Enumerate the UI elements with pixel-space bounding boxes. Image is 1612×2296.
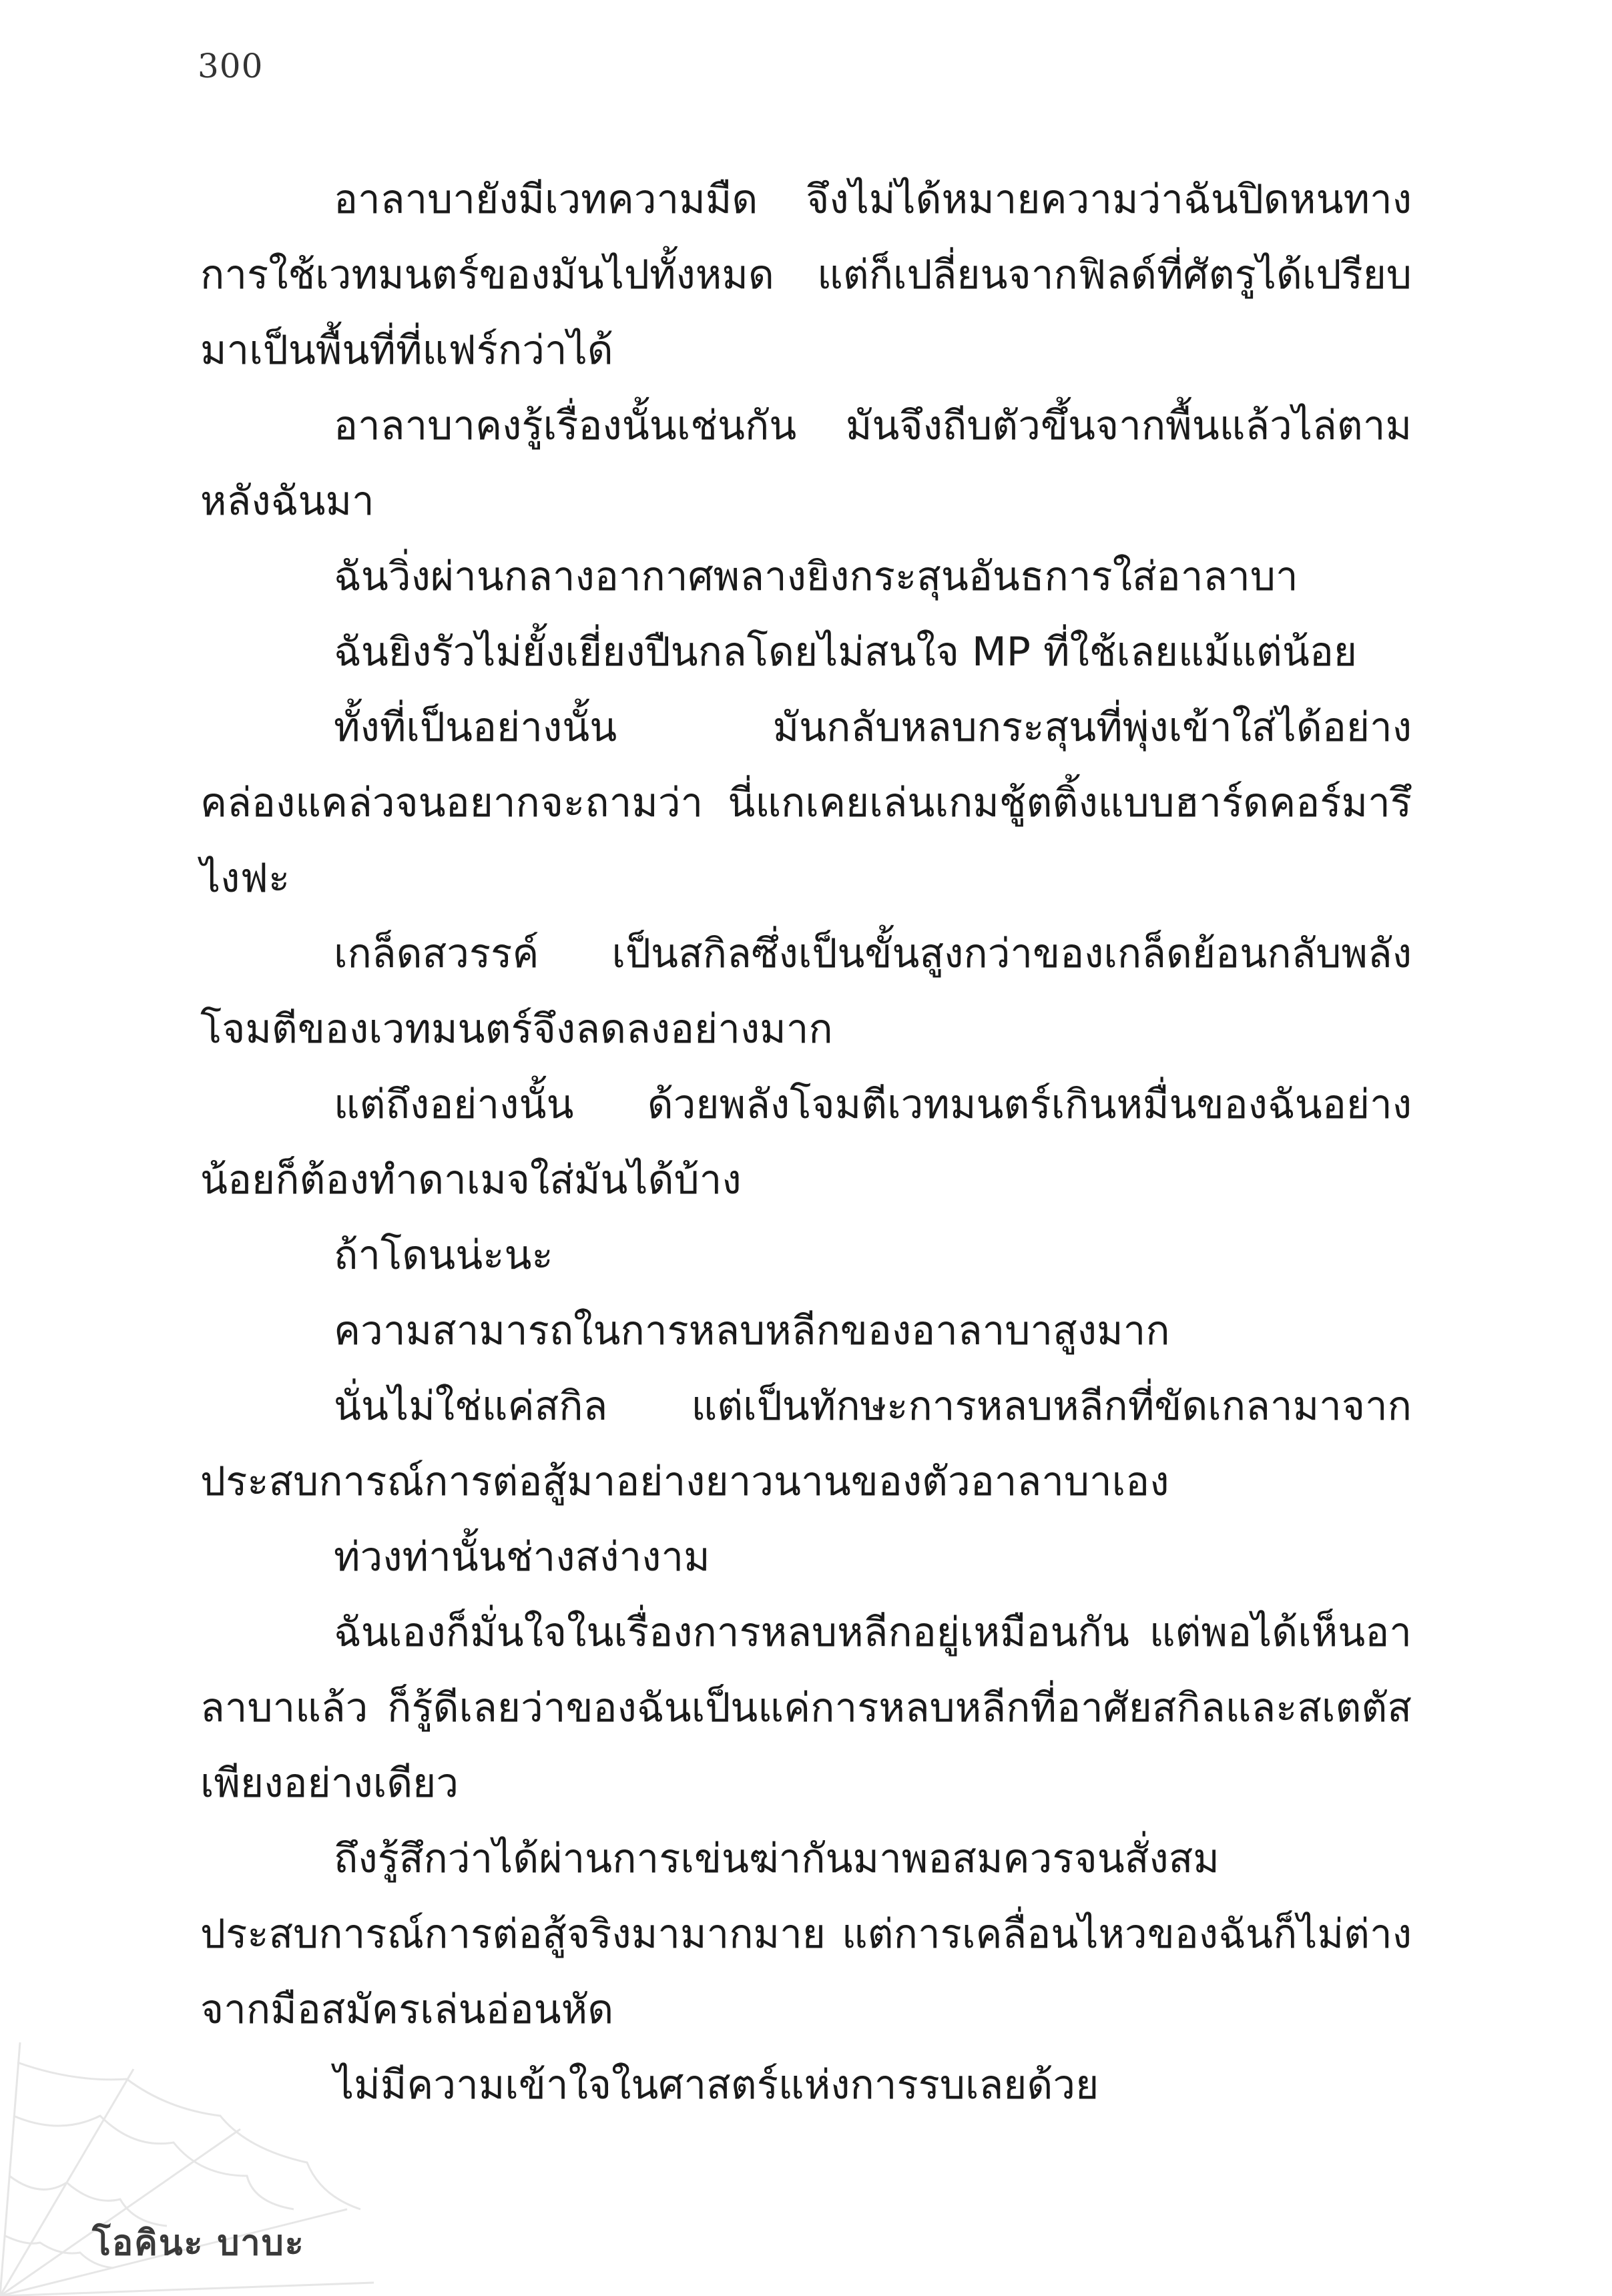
paragraph: ทั้งที่เป็นอย่างนั้น มันกลับหลบกระสุนที่พุ่งเข้าใส่ได้อย่างคล่องแคล่วจนอยากจะถามว่า นี่แกเคยเล่นเกมชู้ตติ้งแบบฮาร์ดคอร์มารึไงฟะ: [200, 704, 1412, 902]
footer-author: โอคินะ บาบะ: [92, 2223, 305, 2263]
body-text: [200, 162, 1412, 2123]
paragraph: แต่ถึงอย่างนั้น ด้วยพลังโจมตีเวทมนตร์เกินหมื่นของฉันอย่างน้อยก็ต้องทำดาเมจใส่มันได้บ้าง: [200, 1081, 1412, 1203]
paragraph: ฉันเองก็มั่นใจในเรื่องการหลบหลีกอยู่เหมือนกัน แต่พอได้เห็นอาลาบาแล้ว ก็รู้ดีเลยว่าของฉันเป็นแค่การหลบหลีกที่อาศัยสกิลและสเตตัสเพียงอย่างเดียว: [200, 1609, 1412, 1807]
paragraph: ท่วงท่านั้นช่างสง่างาม: [334, 1534, 710, 1581]
paragraph: อาลาบายังมีเวทความมืด จึงไม่ได้หมายความว่าฉันปิดหนทางการใช้เวทมนตร์ของมันไปทั้งหมด แต่ก็เปลี่ยนจากฟิลด์ที่ศัตรูได้เปรียบมาเป็นพื้นที่ที่แฟร์กว่าได้: [200, 176, 1412, 374]
paragraph: ฉันยิงรัวไม่ยั้งเยี่ยงปืนกลโดยไม่สนใจ MP ที่ใช้เลยแม้แต่น้อย: [334, 629, 1358, 675]
paragraph: ถ้าโดนน่ะนะ: [334, 1232, 553, 1279]
page-number: 300: [198, 47, 264, 85]
paragraph: ไม่มีความเข้าใจในศาสตร์แห่งการรบเลยด้วย: [334, 2062, 1099, 2108]
paragraph: ความสามารถในการหลบหลีกของอาลาบาสูงมาก: [334, 1308, 1170, 1354]
paragraph: ถึงรู้สึกว่าได้ผ่านการเข่นฆ่ากันมาพอสมควรจนสั่งสมประสบการณ์การต่อสู้จริงมามากมาย แต่การเคลื่อนไหวของฉันก็ไม่ต่างจากมือสมัครเล่นอ่อนหัด: [200, 1835, 1412, 2033]
paragraph: นั่นไม่ใช่แค่สกิล แต่เป็นทักษะการหลบหลีกที่ขัดเกลามาจากประสบการณ์การต่อสู้มาอย่างยาวนานของตัวอาลาบาเอง: [200, 1383, 1412, 1505]
paragraph: อาลาบาคงรู้เรื่องนั้นเช่นกัน มันจึงถีบตัวขึ้นจากพื้นแล้วไล่ตามหลังฉันมา: [200, 402, 1412, 525]
paragraph: เกล็ดสวรรค์ เป็นสกิลซึ่งเป็นขั้นสูงกว่าของเกล็ดย้อนกลับพลังโจมตีของเวทมนตร์จึงลดลงอย่างมาก: [200, 930, 1412, 1053]
paragraph: ฉันวิ่งผ่านกลางอากาศพลางยิงกระสุนอันธการใส่อาลาบา: [334, 553, 1298, 600]
